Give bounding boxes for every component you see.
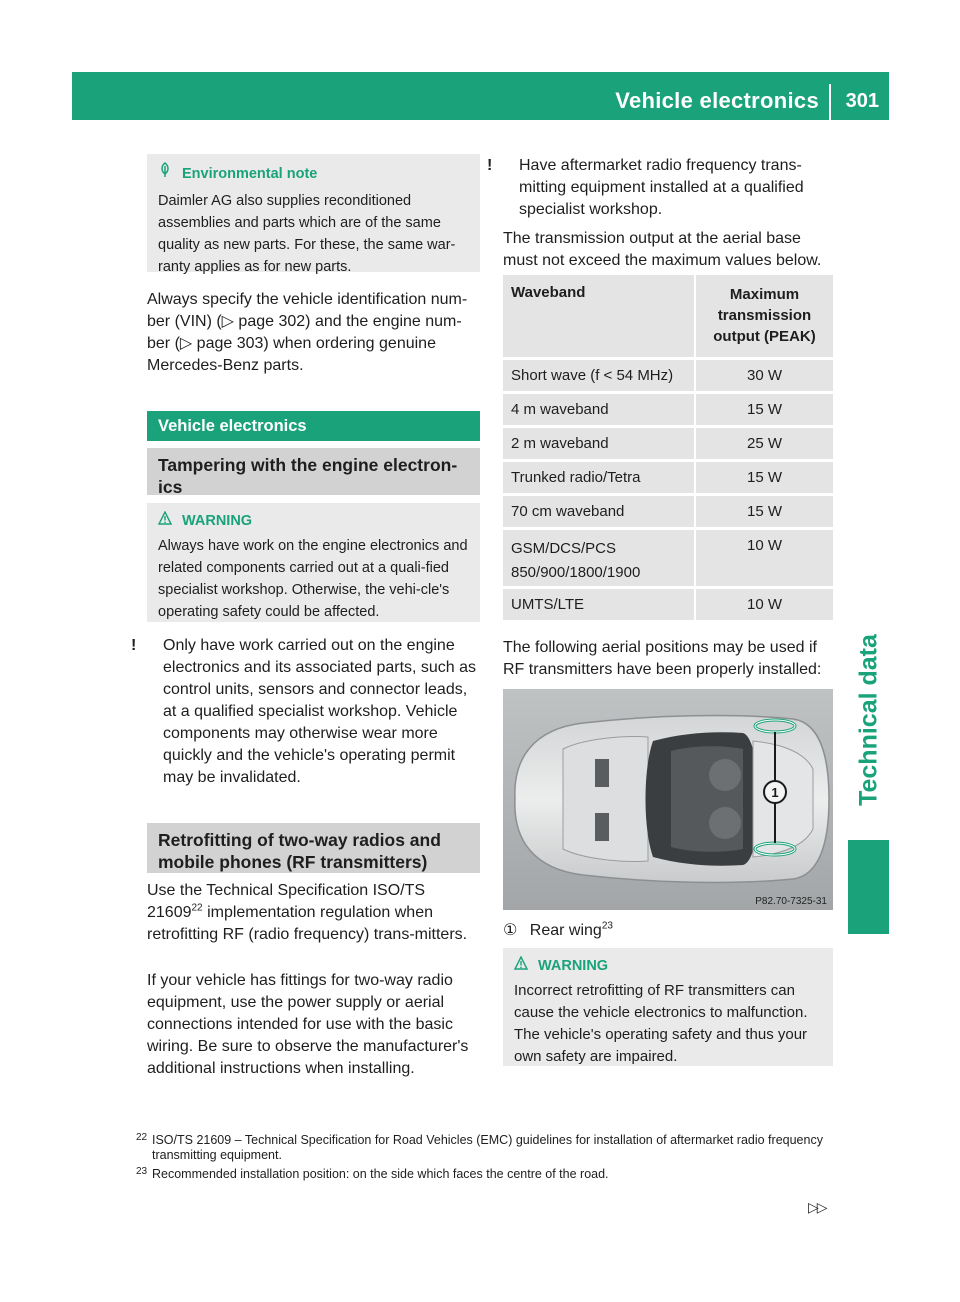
- table-row: [503, 428, 833, 459]
- cell-output: 15 W: [696, 496, 833, 527]
- footnote-text: Recommended installation position: on the side which faces the centre of the road.: [152, 1167, 609, 1181]
- page-ref-link[interactable]: page 303) when ordering genuine Mercedes-Benz parts.: [147, 335, 436, 374]
- cell-waveband: Short wave (f < 54 MHz): [503, 360, 694, 391]
- side-tab-label: Technical data: [854, 634, 882, 806]
- callout-1: 1: [771, 785, 779, 800]
- cell-waveband: 70 cm waveband: [503, 496, 694, 527]
- exclamation-icon: !: [131, 637, 137, 654]
- side-tab[interactable]: [848, 620, 889, 820]
- retrofit-paragraph-2: If your vehicle has fittings for two-way radio equipment, use the power supply or aerial connections intended for use with the basic wiring. Be sure to observe the manufacturer's additional instructions when installing.: [147, 972, 469, 1077]
- warning-label: WARNING: [182, 513, 253, 529]
- cell-output: 15 W: [696, 462, 833, 493]
- retrofit-paragraph-1: Use the Technical Specification ISO/TS 21609$^{22}$ implementation regulation when retrofitting RF (radio frequency) trans-mitters.: [147, 882, 468, 943]
- page-number: 301: [845, 90, 879, 112]
- note-text: Daimler AG also supplies reconditioned assemblies and parts which are of the same quality as new parts. For these, the same war-ranty applies as for new parts.: [158, 193, 456, 275]
- header-waveband: Waveband: [503, 275, 694, 357]
- legend-text: Rear wing: [529, 922, 602, 939]
- side-tab-marker: [848, 840, 889, 934]
- table-body: [503, 360, 833, 620]
- notice-tampering: [131, 635, 480, 789]
- footnote-23: [136, 1167, 836, 1182]
- warning-box-rf: [503, 948, 833, 1066]
- page-ref-arrow-icon: ▷: [221, 313, 234, 330]
- image-code: P82.70-7325-31: [755, 896, 827, 907]
- vin-paragraph: Always specify the vehicle identification num-ber (VIN) (▷ page 302) and the engine num-ber (▷ page 303) when ordering genuine Mercedes-Benz parts.: [147, 291, 468, 374]
- callout-1-symbol: ①: [503, 922, 518, 939]
- footnote-number: 23: [136, 1166, 148, 1177]
- notice-text: Have aftermarket radio frequency trans-mitting equipment installed at a qualified specialist workshop.: [519, 157, 804, 218]
- cell-output: 15 W: [696, 394, 833, 425]
- cell-output: 10 W: [696, 530, 833, 586]
- waveband-table: [503, 275, 833, 623]
- note-title: Environmental note: [182, 166, 318, 182]
- environmental-note: [147, 154, 480, 275]
- car-illustration: [503, 689, 833, 910]
- cell-waveband: GSM/DCS/PCS 850/900/1800/1900: [503, 530, 694, 586]
- footnote-22: [136, 1133, 836, 1163]
- continue-arrow-icon: ▷▷: [808, 1199, 826, 1215]
- cell-waveband: 4 m waveband: [503, 394, 694, 425]
- leaf-icon: [158, 162, 172, 184]
- warning-text: Incorrect retrofitting of RF transmitters can cause the vehicle electronics to malfunction. The vehicle's operating safety and thus your own safety are impaired.: [514, 982, 808, 1065]
- warning-triangle-icon: [514, 956, 528, 976]
- warning-label: WARNING: [538, 958, 609, 974]
- footnote-ref-23[interactable]: 23: [601, 920, 613, 932]
- cell-waveband: 2 m waveband: [503, 428, 694, 459]
- cell-output: 30 W: [696, 360, 833, 391]
- header-divider: [829, 84, 831, 120]
- notice-aftermarket: [487, 155, 833, 221]
- page-ref-link[interactable]: page 302) and the engine num-ber (: [147, 313, 462, 352]
- table-row: [503, 589, 833, 620]
- warning-triangle-icon: [158, 511, 172, 531]
- table-row: [503, 394, 833, 425]
- notice-text: Only have work carried out on the engine electronics and its associated parts, such as control units, sensors and connector leads, at a qualified specialist workshop. Vehicle components may otherwise wear more quickly and the vehicle's operating permit may be invalidated.: [163, 637, 477, 786]
- cell-waveband: UMTS/LTE: [503, 589, 694, 620]
- table-header-row: [503, 275, 833, 357]
- table-row: [503, 530, 833, 586]
- subsection-heading-tampering: Tampering with the engine electron-ics: [147, 448, 480, 495]
- car-top-view-image: [503, 689, 833, 910]
- table-row: [503, 496, 833, 527]
- footnote-ref-22[interactable]: 22: [191, 902, 203, 914]
- header-max-output: Maximum transmission output (PEAK): [696, 275, 833, 357]
- section-heading: Vehicle electronics: [147, 411, 480, 441]
- page-header: [72, 72, 889, 120]
- aerial-paragraph: The following aerial positions may be used if RF transmitters have been properly installed:: [503, 639, 822, 678]
- warning-box-tampering: [147, 503, 480, 622]
- cell-waveband: Trunked radio/Tetra: [503, 462, 694, 493]
- cell-output: 25 W: [696, 428, 833, 459]
- footnote-text: ISO/TS 21609 – Technical Specification for Road Vehicles (EMC) guidelines for installation of aftermarket radio frequency transmitting equipment.: [152, 1133, 823, 1162]
- transmission-paragraph: The transmission output at the aerial base must not exceed the maximum values below.: [503, 230, 822, 269]
- table-row: [503, 462, 833, 493]
- page-ref-arrow-icon: ▷: [179, 335, 193, 352]
- exclamation-icon: !: [487, 157, 493, 174]
- footnote-number: 22: [136, 1132, 148, 1143]
- legend-item: [503, 920, 833, 942]
- subsection-heading-retrofit: Retrofitting of two-way radios and mobile phones (RF transmitters): [147, 823, 480, 873]
- warning-text: Always have work on the engine electronics and related components carried out at a quali-fied specialist workshop. Otherwise, the vehi-cle's operating safety could be affected.: [158, 538, 468, 620]
- table-row: [503, 360, 833, 391]
- cell-output: 10 W: [696, 589, 833, 620]
- header-title: Vehicle electronics: [615, 88, 819, 113]
